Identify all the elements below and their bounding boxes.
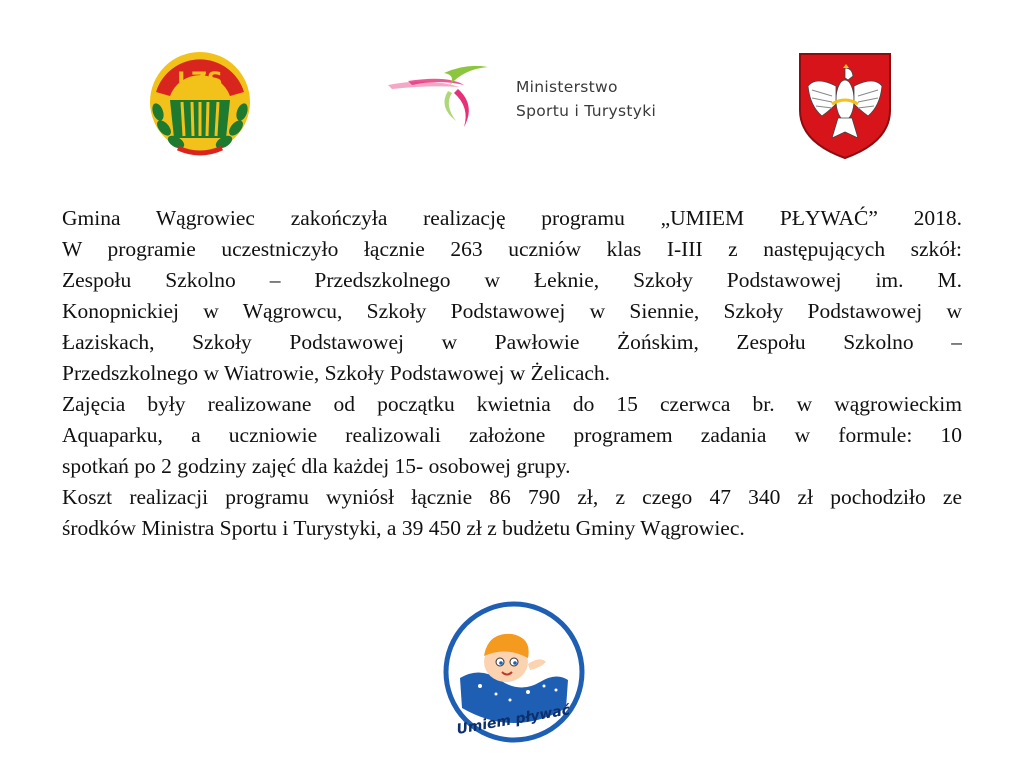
umiem-plywac-logo [440, 598, 588, 746]
ministry-name [516, 75, 656, 123]
lzs-logo-text: LZS [177, 69, 223, 94]
text-line: Zajęcia były realizowane od początku kwietnia do 15 czerwca br. w wągrowieckim [62, 392, 962, 416]
umiem-plywac-text: Umiem pływać [455, 702, 572, 738]
text-line: Aquaparku, a uczniowie realizowali założone programem zadania w formule: 10 [62, 423, 962, 447]
paragraph-cost [62, 482, 962, 544]
text-line: Koszt realizacji programu wyniósł łącznie 86 790 zł, z czego 47 340 zł pochodziło ze [62, 485, 962, 509]
ministry-name-line1: Ministerstwo [516, 78, 618, 96]
lzs-logo [138, 50, 263, 160]
ministry-name-line2: Sportu i Turystyki [516, 102, 657, 120]
text-line: Przedszkolnego w Wiatrowie, Szkoły Podstawowej w Żelicach. [62, 361, 611, 385]
ministry-logo [368, 45, 712, 160]
text-line: Konopnickiej w Wągrowcu, Szkoły Podstawowej w Siennie, Szkoły Podstawowej w [62, 299, 962, 323]
text-line: W programie uczestniczyło łącznie 263 uczniów klas I-III z następujących szkół: [62, 237, 962, 261]
text-line: Zespołu Szkolno – Przedszkolnego w Łeknie, Szkoły Podstawowej im. M. [62, 268, 962, 292]
ministry-swoosh-icon [368, 45, 498, 160]
text-line: środków Ministra Sportu i Turystyki, a 39 450 zł z budżetu Gminy Wągrowiec. [62, 516, 745, 540]
document-body [62, 203, 962, 544]
paragraph-summary [62, 203, 962, 389]
text-line: Gmina Wągrowiec zakończyła realizację programu „UMIEM PŁYWAĆ” 2018. [62, 206, 962, 230]
paragraph-schedule [62, 389, 962, 482]
text-line: Łaziskach, Szkoły Podstawowej w Pawłowie Żońskim, Zespołu Szkolno – [62, 330, 962, 354]
text-line: spotkań po 2 godziny zajęć dla każdej 15- osobowej grupy. [62, 454, 571, 478]
coat-of-arms-icon [796, 50, 894, 162]
